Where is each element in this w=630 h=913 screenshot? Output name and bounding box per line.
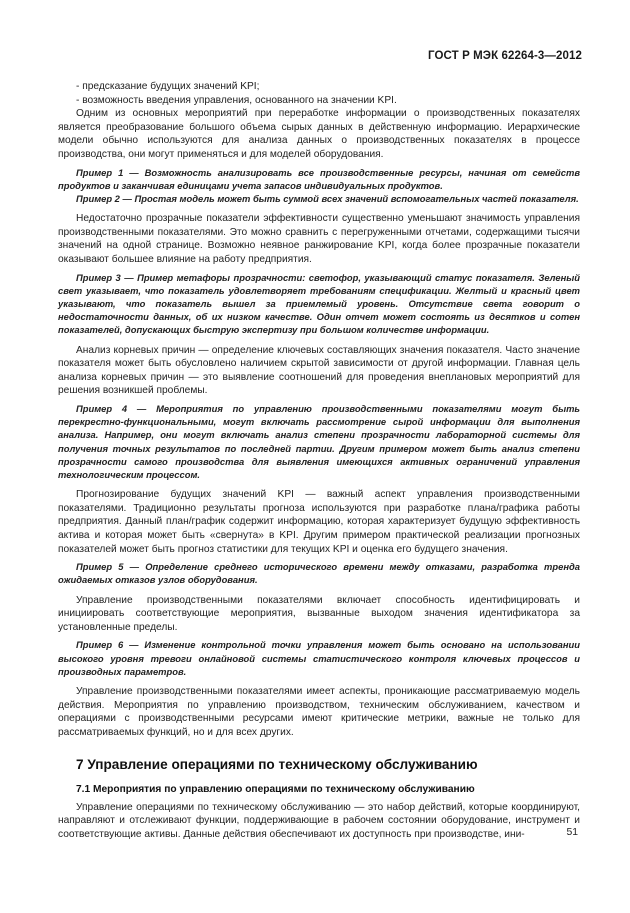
page-content <box>58 80 580 842</box>
example-note: Пример 5 — Определение среднего исторического времени между отказами, разработка тренда ожидаемых отказов узлов оборудования. <box>58 561 580 586</box>
example-note: Пример 2 — Простая модель может быть суммой всех значений вспомогательных частей показателя. <box>76 192 579 204</box>
subsection-heading: 7.1 Мероприятия по управлению операциями по техническому обслуживанию <box>76 784 475 796</box>
body-paragraph: Одним из основных мероприятий при переработке информации о производственных показателях является преобразование большого объема сырых данных в действенную информацию. Иерархические модели обычно используются для анализа данных о производственных показателях в процессе производства, они могут применяться и для моделей оборудования. <box>58 108 580 160</box>
example-note: Пример 1 — Возможность анализировать все производственные ресурсы, начиная от семейств продуктов и заканчивая единицами учета запасов индивидуальных продуктов. <box>58 166 580 191</box>
list-item: - возможность введения управления, основанного на значении KPI. <box>76 94 397 106</box>
example-note: Пример 6 — Изменение контрольной точки управления может быть основано на использовании высокого уровня тревоги онлайновой системы статистического контроля ключевых процессов и производных параметров. <box>58 639 580 677</box>
body-paragraph: Анализ корневых причин — определение ключевых составляющих значения показателя. Часто значение показателя может быть обусловлено наличием скрытой зависимости от другой информации. Главная цель анализа корневых причин — это выявление соотношений для проведения внеплановых мероприятий для решения возникшей проблемы. <box>58 344 580 397</box>
body-paragraph: Управление операциями по техническому обслуживанию — это набор действий, которые координируют, направляют и отслеживают функции, поддерживающие в рабочем состоянии оборудование, инструмент и соответствующие активы. Данные действия обеспечивают их доступность при производстве, ини- <box>58 801 580 841</box>
example-note: Пример 3 — Пример метафоры прозрачности: светофор, указывающий статус показателя. Зеленый свет указывает, что показатель удовлетворяет требованиям спецификации. Желтый и красный цвет указывают, что показатель вышел за приемлемый уровень. Отсутствие света говорит о недостаточности данных, об их низком качестве. Один отчет может состоять из десятков и сотен показателей, допускающих быструю экспертизу при большом количестве информации. <box>58 271 580 336</box>
page-number: 51 <box>566 827 578 838</box>
example-note: Пример 4 — Мероприятия по управлению производственными показателями могут быть перекрестно-функциональными, могут включать рассмотрение сырой информации для выполнения анализа. Например, они могут включать анализ степени прозрачности лабораторной системы для получения точных результатов по последней партии. Другим примером может быть анализ степени прозрачности самого производства для выявления имеющихся активных ограничений управления технологическим процессом. <box>58 402 580 480</box>
list-item: - предсказание будущих значений KPI; <box>76 81 260 92</box>
body-paragraph: Недостаточно прозрачные показатели эффективности существенно уменьшают значимость управления производственными показателями. Это можно сравнить с перегруженными отчетами, содержащими тысячи значений на одной странице. Возможно неявное ранжирование KPI, когда более прозрачные показатели оказывают большее влияние на работу предприятия. <box>58 213 580 265</box>
body-paragraph: Управление производственными показателями включает способность идентифицировать и инициировать соответствующие мероприятия, вызванные выходом значения идентификатора за установленные пределы. <box>58 594 580 633</box>
standard-header: ГОСТ Р МЭК 62264-3—2012 <box>428 50 582 62</box>
section-heading: 7 Управление операциями по техническому обслуживанию <box>76 757 478 773</box>
body-paragraph: Прогнозирование будущих значений KPI — важный аспект управления производственными показателями. Традиционно результаты прогноза используются при разработке плана/графика работы предприятия. Данный план/график содержит информацию, которая характеризует будущую эффективность актива и которая может быть «свернута» в KPI. Другим примером практической реализации прогнозных показателей может быть прогноз статистики для текущих KPI и оценка его будущего значения. <box>58 489 580 555</box>
body-paragraph: Управление производственными показателями имеет аспекты, проникающие рассматриваемую модель действия. Мероприятия по управлению производством, техническим обслуживанием, качеством и операциями с производственными ресурсами имеют критические метрики, важные не только для рассматриваемых функций, но и для всех других. <box>58 685 580 738</box>
